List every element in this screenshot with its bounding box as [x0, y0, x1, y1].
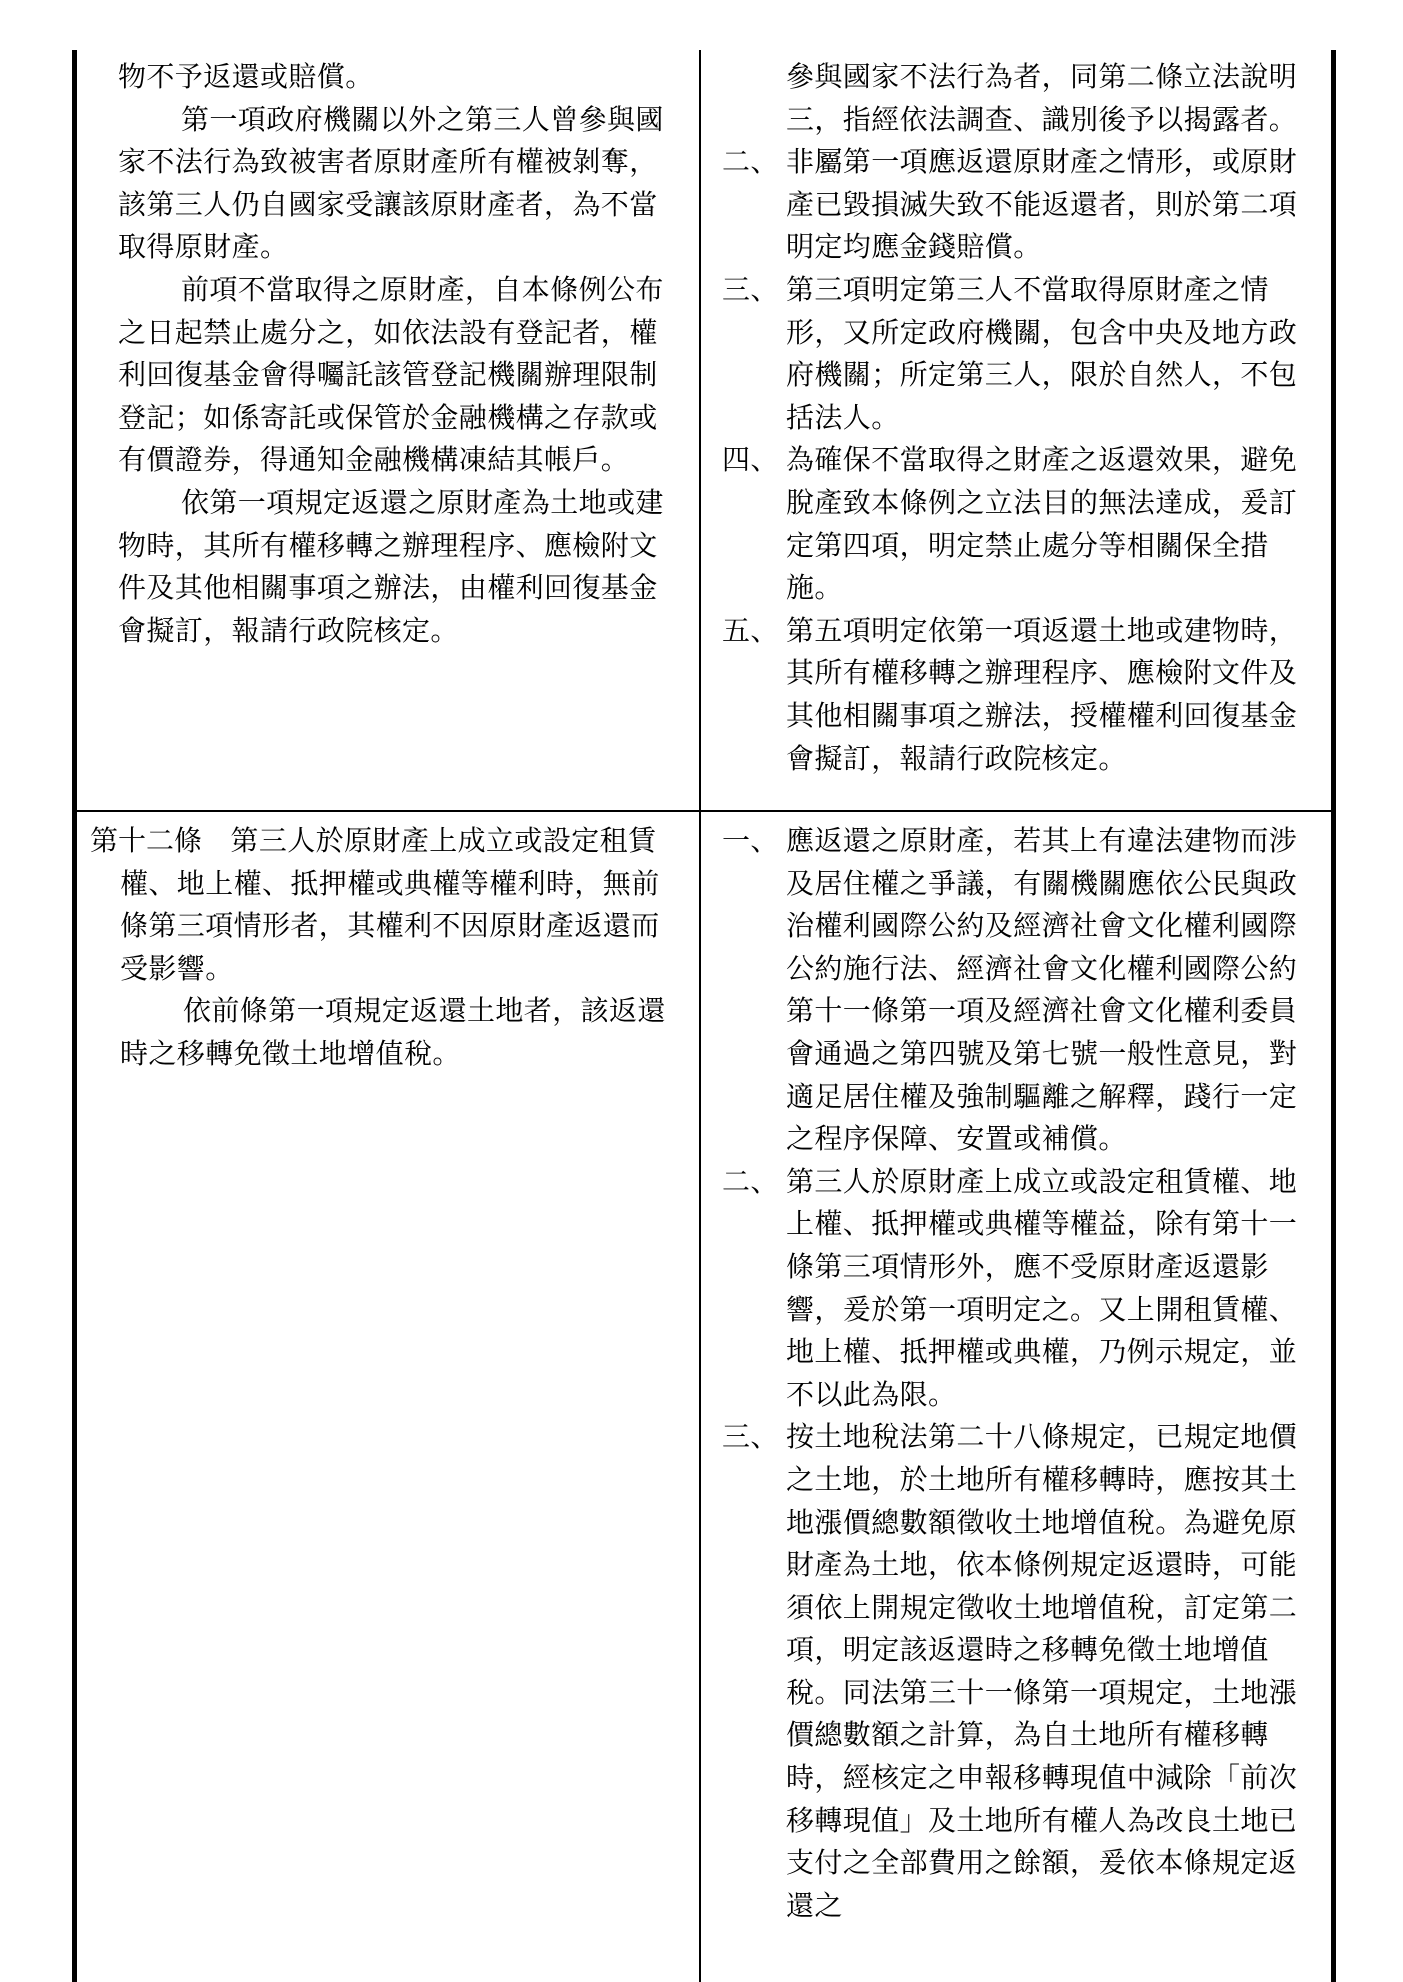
provision-paragraph: 依第一項規定返還之原財產為土地或建物時，其所有權移轉之辦理程序、應檢附文件及其他相關事項之辦法，由權利回復基金會擬訂，報請行政院核定。 — [118, 485, 664, 647]
comparison-table — [72, 50, 1336, 1982]
item-number: 二、 — [722, 1164, 779, 1198]
explanation-item — [722, 1161, 1308, 1417]
article-number: 第十二條 — [90, 824, 203, 857]
item-text: 第三人於原財產上成立或設定租賃權、地上權、抵押權或典權等權益，除有第十一條第三項情形外，應不受原財產返還影響，爰於第一項明定之。又上開租賃權、地上權、抵押權或典權，乃例示規定，並不以此為限。 — [786, 1164, 1298, 1411]
item-text: 按土地稅法第二十八條規定，已規定地價之土地，於土地所有權移轉時，應按其土地漲價總數額徵收土地增值稅。為避免原財產為土地，依本條例規定返還時，可能須依上開規定徵收土地增值稅，訂定第二項，明定該返還時之移轉免徵土地增值稅。同法第三十一條第一項規定，土地漲價總數額之計算，為自土地所有權移轉時，經核定之申報移轉現值中減除「前次移轉現值」及土地所有權人為改良土地已支付之全部費用之餘額，爰依本條規定返還之 — [786, 1420, 1298, 1922]
explanation-item — [722, 610, 1308, 780]
provision-paragraph: 第一項政府機關以外之第三人曾參與國家不法行為致被害者原財產所有權被剝奪，該第三人仍自國家受讓該原財產者，為不當取得原財產。 — [118, 102, 664, 264]
row2-provision-cell — [90, 820, 680, 1076]
item-number: 三、 — [722, 1420, 779, 1454]
item-text: 第五項明定依第一項返還土地或建物時，其所有權移轉之辦理程序、應檢附文件及其他相關事項之辦法，授權權利回復基金會擬訂，報請行政院核定。 — [786, 613, 1298, 775]
item-number: 三、 — [722, 272, 779, 306]
row1-provision-cell — [118, 56, 680, 652]
table-right-border — [1331, 50, 1336, 1982]
provision-paragraph: 物不予返還或賠償。 — [118, 60, 374, 93]
row1-explanation-cell — [722, 56, 1308, 780]
explanation-item — [722, 820, 1308, 1161]
item-number: 五、 — [722, 613, 779, 647]
article-text: 第三人於原財產上成立或設定租賃權、地上權、抵押權或典權等權利時，無前條第三項情形者，其權利不因原財產返還而受影響。 — [120, 824, 660, 985]
explanation-continuation: 參與國家不法行為者，同第二條立法說明三，指經依法調查、識別後予以揭露者。 — [786, 60, 1298, 136]
explanation-item — [722, 269, 1308, 439]
provision-paragraph: 前項不當取得之原財產，自本條例公布之日起禁止處分之，如依法設有登記者，權利回復基金會得囑託該管登記機關辦理限制登記；如係寄託或保管於金融機構之存款或有價證券，得通知金融機構凍結其帳戶。 — [118, 272, 664, 477]
item-number: 四、 — [722, 443, 779, 477]
item-text: 第三項明定第三人不當取得原財產之情形，又所定政府機關，包含中央及地方政府機關；所定第三人，限於自然人，不包括法人。 — [786, 272, 1298, 434]
explanation-item — [722, 1416, 1308, 1927]
item-text: 為確保不當取得之財產之返還效果，避免脫產致本條例之立法目的無法達成，爰訂定第四項，明定禁止處分等相關保全措施。 — [786, 443, 1298, 605]
item-number: 二、 — [722, 145, 779, 179]
provision-paragraph: 依前條第一項規定返還土地者，該返還時之移轉免徵土地增值稅。 — [120, 994, 666, 1070]
item-text: 應返還之原財產，若其上有違法建物而涉及居住權之爭議，有關機關應依公民與政治權利國際公約及經濟社會文化權利國際公約施行法、經濟社會文化權利國際公約第十一條第一項及經濟社會文化權利委員會通過之第四號及第七號一般性意見，對適足居住權及強制驅離之解釋，踐行一定之程序保障、安置或補償。 — [786, 824, 1298, 1156]
explanation-item — [722, 141, 1308, 269]
table-row-divider — [72, 810, 1336, 812]
table-column-divider — [699, 50, 701, 1982]
article-paragraph — [90, 820, 680, 990]
item-text: 非屬第一項應返還原財產之情形，或原財產已毀損滅失致不能返還者，則於第二項明定均應金錢賠償。 — [786, 145, 1298, 264]
row2-explanation-cell — [722, 820, 1308, 1927]
explanation-item — [722, 439, 1308, 609]
table-left-border — [72, 50, 77, 1982]
item-number: 一、 — [722, 824, 779, 857]
